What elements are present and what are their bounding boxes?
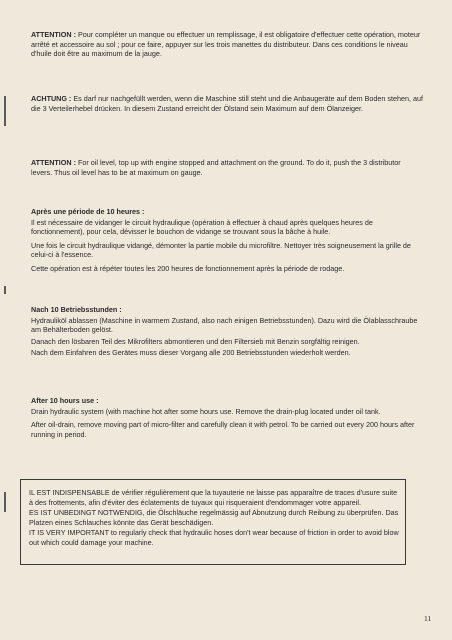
warning-text-de: ES IST UNBEDINGT NOTWENDIG, die Ölschläuche regelmässig auf Abnutzung durch Reibung zu überprüfen. Das Platzen eines Schlauches könnte das Gerät beschädigen. — [29, 508, 399, 527]
warning-text-fr: IL EST INDISPENSABLE de vérifier régulièrement que la tuyauterie ne laisse pas apparaître de traces d'usure suite à des frottements, afin d'éviter des éclatements de tuyaux qui risqueraient d'endommager votre appareil. — [29, 488, 398, 507]
notice-label: ATTENTION : — [31, 30, 76, 39]
section-heading: Nach 10 Betriebsstunden : — [31, 305, 122, 314]
warning-text-en: IT IS VERY IMPORTANT to regularly check that hydraulic hoses don't wear because of friction in order to avoid blow out which could damage your machine. — [29, 528, 399, 547]
paragraph: Une fois le circuit hydraulique vidangé, démonter la partie mobile du microfiltre. Nettoyer très soigneusement la grille de celui-ci à l'essence. — [31, 240, 411, 260]
margin-mark — [4, 96, 6, 126]
notice-label: ATTENTION : — [31, 158, 76, 167]
section-heading: After 10 hours use : — [31, 396, 99, 405]
paragraph: Danach den lösbaren Teil des Mikrofilters abmontieren und den Filtersieb mit Benzin sorgfältig reinigen. — [31, 336, 360, 346]
section-heading: Après une période de 10 heures : — [31, 207, 145, 216]
de-ten-hours-section — [31, 305, 423, 358]
paragraph: Drain hydraulic system (with machine hot after some hours use. Remove the drain-plug located under oil tank. — [31, 406, 381, 416]
notice-text: For oil level, top up with engine stopped and attachment on the ground. To do it, push the 3 distributor levers. Thus oil level has to be at maximum on gauge. — [31, 158, 401, 177]
page-number: 11 — [424, 614, 432, 623]
fr-oil-notice — [31, 30, 423, 59]
notice-text: Pour compléter un manque ou effectuer un remplissage, il est obligatoire d'effectuer cette opération, moteur arrêté et accessoire au sol ; pour ce faire, appuyer sur les trois manettes du distributeur. Dans ces conditions le niveau d'huile doit être au maximum de la jauge. — [31, 30, 421, 59]
paragraph: Cette opération est à répéter toutes les 200 heures de fonctionnement après la période de rodage. — [31, 263, 345, 273]
paragraph: Hydrauliköl ablassen (Maschine in warmem Zustand, also nach einigen Betriebsstunden). Dazu wird die Ölablasschraube am Behälterboden gelöst. — [31, 315, 418, 335]
paragraph: After oil-drain, remove moving part of micro-filter and carefully clean it with petrol. To be carried out every 200 hours after running in period. — [31, 420, 415, 439]
paragraph: Il est nécessaire de vidanger le circuit hydraulique (opération à effectuer à chaud après quelques heures de fonctionnement), pour cela, dévisser le bouchon de vidange se trouvant sous la bâche à huile. — [31, 217, 373, 237]
en-oil-notice — [31, 158, 423, 177]
paragraph: Nach dem Einfahren des Gerätes muss dieser Vorgang alle 200 Betriebsstunden wiederholt werden. — [31, 348, 351, 358]
fr-ten-hours-section — [31, 207, 423, 274]
hose-warning-box — [20, 479, 406, 565]
notice-label: ACHTUNG : — [31, 94, 72, 103]
notice-text: Es darf nur nachgefüllt werden, wenn die Maschine still steht und die Anbaugeräte auf dem Boden stehen, auf die 3 Verteilerhebel drücken. In diesem Zustand erreicht der Ölstand sein Maximum auf dem Ölanzeiger. — [31, 94, 423, 113]
de-oil-notice — [31, 94, 423, 113]
margin-mark — [4, 492, 6, 512]
margin-mark — [4, 286, 6, 294]
en-ten-hours-section — [31, 396, 423, 439]
